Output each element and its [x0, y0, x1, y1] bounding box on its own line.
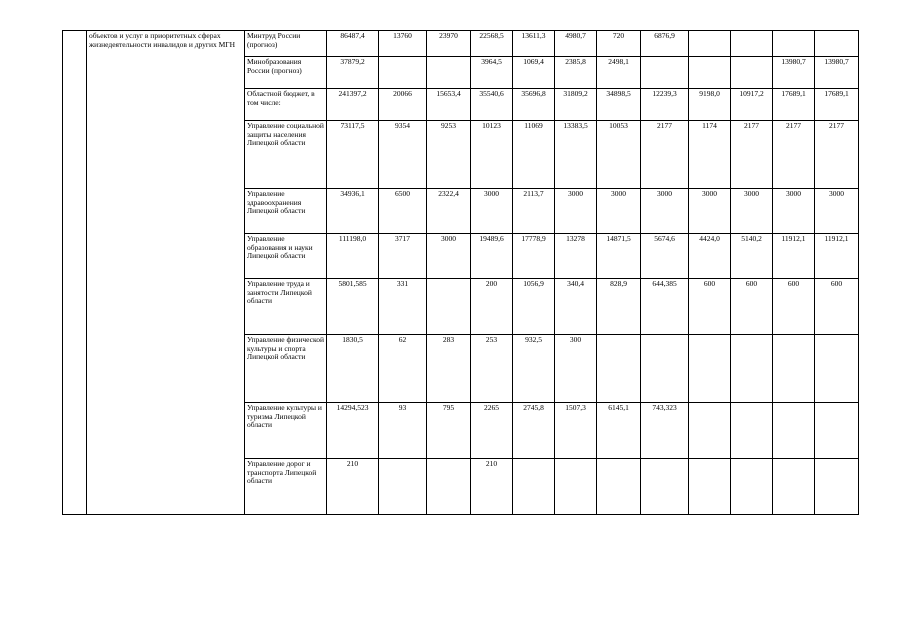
- value-cell: 6500: [379, 189, 427, 234]
- value-cell: 10053: [597, 121, 641, 189]
- value-cell: 600: [731, 279, 773, 335]
- value-cell: [815, 31, 859, 57]
- value-cell: 6876,9: [641, 31, 689, 57]
- value-cell: 15653,4: [427, 89, 471, 121]
- value-cell: 9198,0: [689, 89, 731, 121]
- budget-table-sheet: [62, 30, 859, 515]
- value-cell: 3964,5: [471, 57, 513, 89]
- value-cell: 2322,4: [427, 189, 471, 234]
- value-cell: 11069: [513, 121, 555, 189]
- value-cell: 13980,7: [773, 57, 815, 89]
- funding-source-cell: Управление культуры и туризма Липецкой области: [245, 403, 327, 459]
- funding-source-cell: Областной бюджет, в том числе:: [245, 89, 327, 121]
- value-cell: 1056,9: [513, 279, 555, 335]
- value-cell: 17689,1: [815, 89, 859, 121]
- funding-source-cell: Управление социальной защиты населения Липецкой области: [245, 121, 327, 189]
- value-cell: 2385,8: [555, 57, 597, 89]
- value-cell: 5140,2: [731, 234, 773, 279]
- value-cell: 5674,6: [641, 234, 689, 279]
- value-cell: 600: [689, 279, 731, 335]
- value-cell: 3000: [471, 189, 513, 234]
- value-cell: [689, 31, 731, 57]
- value-cell: 86487,4: [327, 31, 379, 57]
- value-cell: [379, 459, 427, 515]
- value-cell: [427, 459, 471, 515]
- funding-source-cell: Минтруд России (прогноз): [245, 31, 327, 57]
- value-cell: 6145,1: [597, 403, 641, 459]
- value-cell: [597, 335, 641, 403]
- row-number-cell: [63, 31, 87, 515]
- value-cell: 2265: [471, 403, 513, 459]
- value-cell: [379, 57, 427, 89]
- value-cell: 200: [471, 279, 513, 335]
- value-cell: 795: [427, 403, 471, 459]
- value-cell: 4424,0: [689, 234, 731, 279]
- value-cell: 1507,3: [555, 403, 597, 459]
- value-cell: 12239,3: [641, 89, 689, 121]
- value-cell: [427, 279, 471, 335]
- value-cell: 1830,5: [327, 335, 379, 403]
- value-cell: 34898,5: [597, 89, 641, 121]
- funding-source-cell: Управление дорог и транспорта Липецкой области: [245, 459, 327, 515]
- value-cell: 13980,7: [815, 57, 859, 89]
- value-cell: 62: [379, 335, 427, 403]
- value-cell: 17689,1: [773, 89, 815, 121]
- funding-source-cell: Управление физической культуры и спорта Липецкой области: [245, 335, 327, 403]
- value-cell: 644,385: [641, 279, 689, 335]
- value-cell: 2745,8: [513, 403, 555, 459]
- value-cell: 3000: [731, 189, 773, 234]
- value-cell: 13383,5: [555, 121, 597, 189]
- value-cell: [689, 335, 731, 403]
- value-cell: 2177: [731, 121, 773, 189]
- value-cell: 3000: [815, 189, 859, 234]
- value-cell: 5801,585: [327, 279, 379, 335]
- value-cell: 600: [815, 279, 859, 335]
- value-cell: 3000: [773, 189, 815, 234]
- program-label-cell: объектов и услуг в приоритетных сферах жизнедеятельности инвалидов и других МГН: [87, 31, 245, 515]
- value-cell: 14294,523: [327, 403, 379, 459]
- value-cell: 3000: [597, 189, 641, 234]
- value-cell: [731, 459, 773, 515]
- value-cell: 300: [555, 335, 597, 403]
- value-cell: 2177: [815, 121, 859, 189]
- value-cell: 14871,5: [597, 234, 641, 279]
- value-cell: [731, 57, 773, 89]
- value-cell: [555, 459, 597, 515]
- value-cell: [731, 31, 773, 57]
- value-cell: [815, 459, 859, 515]
- value-cell: [773, 31, 815, 57]
- value-cell: 3000: [427, 234, 471, 279]
- value-cell: 828,9: [597, 279, 641, 335]
- value-cell: [815, 403, 859, 459]
- value-cell: 35696,8: [513, 89, 555, 121]
- value-cell: [773, 335, 815, 403]
- value-cell: [689, 57, 731, 89]
- funding-source-cell: Минобразования России (прогноз): [245, 57, 327, 89]
- value-cell: [773, 459, 815, 515]
- value-cell: 720: [597, 31, 641, 57]
- value-cell: 20066: [379, 89, 427, 121]
- value-cell: 23970: [427, 31, 471, 57]
- value-cell: [773, 403, 815, 459]
- value-cell: 1069,4: [513, 57, 555, 89]
- value-cell: 2498,1: [597, 57, 641, 89]
- value-cell: 4980,7: [555, 31, 597, 57]
- value-cell: 3000: [555, 189, 597, 234]
- value-cell: [513, 459, 555, 515]
- value-cell: 210: [471, 459, 513, 515]
- value-cell: 241397,2: [327, 89, 379, 121]
- value-cell: 19489,6: [471, 234, 513, 279]
- value-cell: 2177: [773, 121, 815, 189]
- value-cell: 35540,6: [471, 89, 513, 121]
- value-cell: 10917,2: [731, 89, 773, 121]
- value-cell: [689, 403, 731, 459]
- funding-source-cell: Управление образования и науки Липецкой области: [245, 234, 327, 279]
- value-cell: [641, 57, 689, 89]
- value-cell: 253: [471, 335, 513, 403]
- value-cell: 743,323: [641, 403, 689, 459]
- value-cell: 1174: [689, 121, 731, 189]
- value-cell: 3000: [689, 189, 731, 234]
- value-cell: 3000: [641, 189, 689, 234]
- table-row: [63, 31, 859, 57]
- value-cell: 600: [773, 279, 815, 335]
- value-cell: [641, 459, 689, 515]
- value-cell: 11912,1: [815, 234, 859, 279]
- value-cell: 3717: [379, 234, 427, 279]
- value-cell: 31809,2: [555, 89, 597, 121]
- value-cell: 932,5: [513, 335, 555, 403]
- value-cell: 283: [427, 335, 471, 403]
- value-cell: [815, 335, 859, 403]
- value-cell: 37879,2: [327, 57, 379, 89]
- value-cell: 9253: [427, 121, 471, 189]
- value-cell: 2177: [641, 121, 689, 189]
- value-cell: [731, 403, 773, 459]
- value-cell: 111198,0: [327, 234, 379, 279]
- value-cell: 13611,3: [513, 31, 555, 57]
- value-cell: 73117,5: [327, 121, 379, 189]
- value-cell: [731, 335, 773, 403]
- value-cell: 11912,1: [773, 234, 815, 279]
- value-cell: 13278: [555, 234, 597, 279]
- funding-source-cell: Управление труда и занятости Липецкой области: [245, 279, 327, 335]
- value-cell: 22568,5: [471, 31, 513, 57]
- value-cell: 331: [379, 279, 427, 335]
- value-cell: 2113,7: [513, 189, 555, 234]
- value-cell: 10123: [471, 121, 513, 189]
- value-cell: 210: [327, 459, 379, 515]
- value-cell: 34936,1: [327, 189, 379, 234]
- value-cell: [689, 459, 731, 515]
- value-cell: [641, 335, 689, 403]
- value-cell: 93: [379, 403, 427, 459]
- value-cell: 17778,9: [513, 234, 555, 279]
- funding-source-cell: Управление здравоохранения Липецкой области: [245, 189, 327, 234]
- value-cell: [597, 459, 641, 515]
- budget-table: [62, 30, 859, 515]
- value-cell: [427, 57, 471, 89]
- value-cell: 13760: [379, 31, 427, 57]
- value-cell: 340,4: [555, 279, 597, 335]
- value-cell: 9354: [379, 121, 427, 189]
